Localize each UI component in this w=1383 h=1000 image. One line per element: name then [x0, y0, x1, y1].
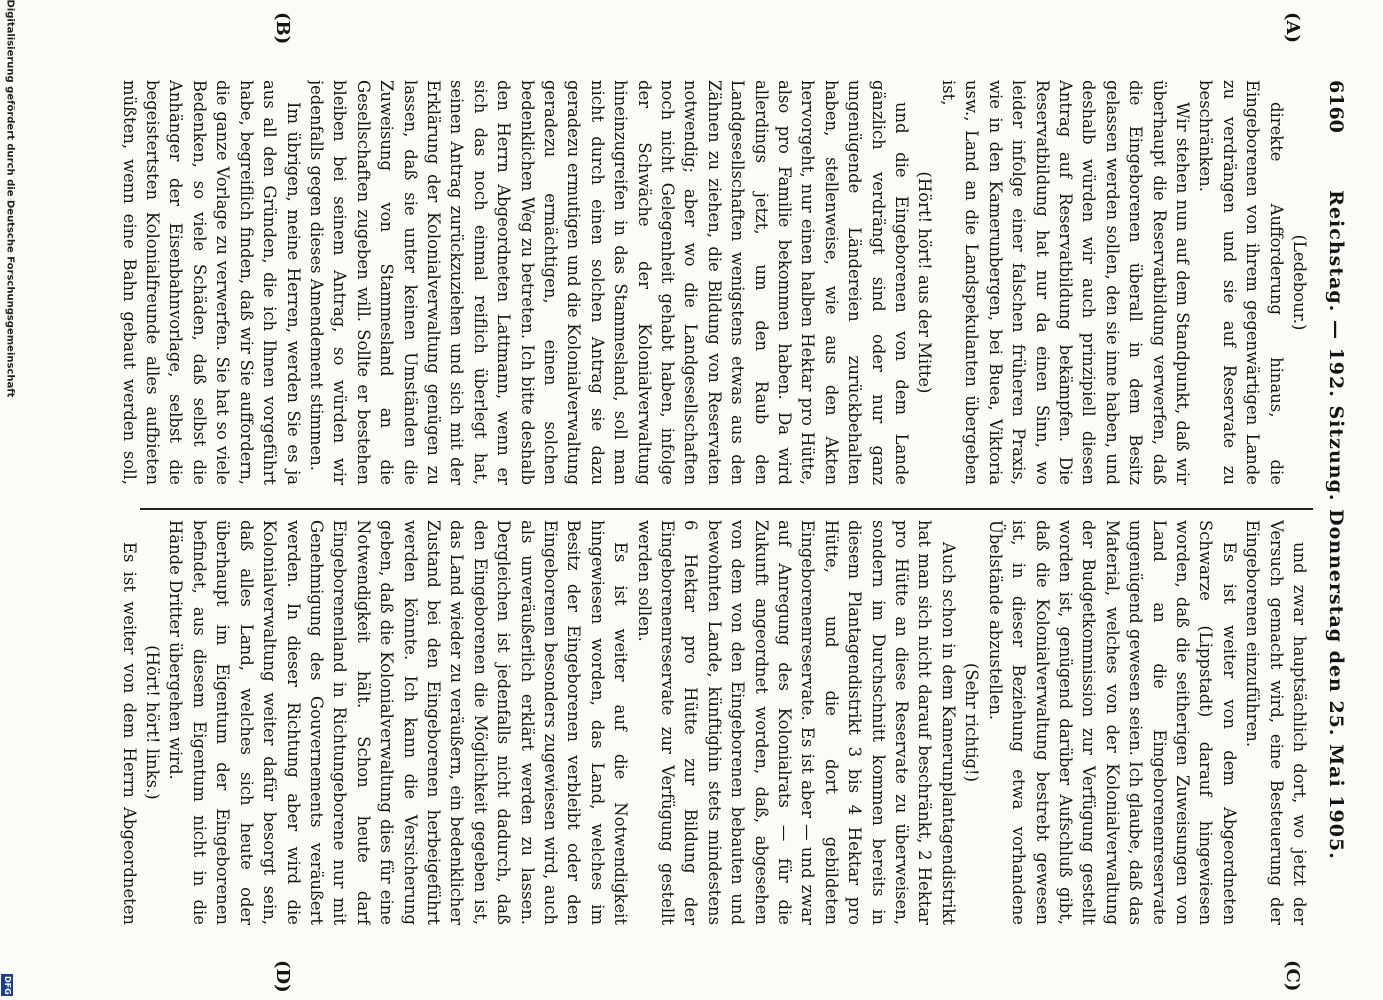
margin-letter-d: (D) [272, 960, 293, 993]
column-divider [140, 508, 1313, 510]
body-paragraph: Es ist weiter von dem Herrn Abgeordneten [120, 542, 139, 925]
margin-letter-b: (B) [272, 12, 293, 45]
credit-text: Digitalisierung gefördert durch die Deutsche Forschungsgemeinschaft [4, 0, 16, 398]
right-column [120, 520, 1311, 925]
page-number: 6160 [1325, 80, 1347, 133]
dfg-logo: DFG [3, 975, 12, 995]
stage-direction: (Hört! hört! aus der Mitte) [915, 171, 935, 394]
margin-letter-c: (C) [1282, 960, 1303, 992]
stage-direction: (Sehr richtig!) [962, 662, 982, 783]
body-paragraph: Im übrigen, meine Herren, werden Sie es ja aus all den Gründen, die ich Ihnen vorgeführt habe, begreiflich finden, daß wir Sie auffordern, die ganze Vorlage zu verwerfen. Sie hat so viele Bedenken, so viele Schäden, daß selbst die Anhänger der Eisenbahnvorlage, selbst die begeistertsten Kolonialfreunde alles aufbieten müßten, wenn eine Bahn gebaut werden soll, [120, 80, 303, 485]
left-column [120, 80, 1311, 485]
stage-direction: (Ledebour.) [1290, 234, 1309, 331]
body-paragraph: Es ist weiter von dem Abgeordneten Schwarze (Lippstadt) darauf hingewiesen worden, daß die seitherigen Zuweisungen von Land an die Eingeborenenreservate ungenügend gewesen seien. Ich glaube, daß das Material, welches von der Kolonialverwaltung der Budgetkommission zur Verfügung gestellt worden ist, genügend darüber Aufschluß gibt, daß die Kolonialverwaltung bestrebt gewesen ist, in dieser Beziehung etwa vorhandene Übelstände abzustellen. [985, 520, 1239, 925]
body-paragraph: Wir stehen nun auf dem Standpunkt, daß wir überhaupt die Reservatbildung verwerfen, daß die Eingeborenen überall in dem Besitz gelassen werden sollen, den sie inne haben, und deshalb würden wir auch prinzipiell diesen Antrag auf Reservatbildung bekämpfen. Die Reservatbildung hat nur da einen Sinn, wo leider infolge einer falschen früheren Praxis, wie in den Kamerunbergen, bei Buea, Viktoria usw., Land an die Landspekulanten übergeben ist, [938, 80, 1192, 485]
running-head: Reichstag. — 192. Sitzung. Donnerstag den 25. Mai 1905. [1325, 190, 1347, 860]
page-header [1317, 80, 1355, 970]
margin-letter-a: (A) [1282, 12, 1303, 43]
body-paragraph: Es ist weiter auf die Notwendigkeit hingewiesen worden, das Land, welches im Besitz der Eingeborenen verbleibt oder den Eingeborenen besonders zugewiesen wird, auch als unveräußerlich erklärt werden zu lassen. Dergleichen ist jedenfalls nicht dadurch, daß den Eingeborenen die Möglichkeit gegeben ist, das Land wieder zu veräußern, ein bedenklicher Zustand bei den Eingeborenen herbeigeführt werden könnte. Ich kann die Versicherung geben, daß die Kolonialverwaltung dies für eine Notwendigkeit hält. Schon heute darf Eingeborenenland in Richtungeborene nur mit Genehmigung des Gouvernements veräußert werden. In dieser Richtung aber wird die Kolonialverwaltung weiter dafür besorgt sein, daß alles Land, welches sich heute oder überhaupt im Eigentum der Eingeborenen befindet, aus diesem Eigentum nicht in die Hände Dritter übergehen wird. [166, 520, 631, 925]
stage-direction: (Hört! hört! links.) [143, 645, 163, 800]
body-paragraph: und zwar hauptsächlich dort, wo jetzt der Versuch gemacht wird, eine Besteuerung der Eingeborenen einzuführen. [1243, 520, 1309, 925]
body-paragraph: direkte Aufforderung hinaus, die Eingeborenen von ihrem gegenwärtigen Lande zu verdrängen und sie auf Reservate zu beschränken. [1196, 80, 1286, 485]
body-paragraph: und die Eingeborenen von dem Lande gänzlich verdrängt sind oder nur ganz ungenügende Ländereien zurückbehalten haben, stellenweise, wie aus den Akten hervorgeht, nur einen halben Hektar pro Hütte, also pro Familie bekommen haben. Da wird allerdings jetzt, um den Raub den Landgesellschaften wenigstens etwas aus den Zähnen zu ziehen, die Bildung von Reservaten notwendig; aber wo die Landgesellschaften noch nicht Gelegenheit gehabt haben, infolge der Schwäche der Kolonialverwaltung hineinzugreifen in das Stammesland, soll man nicht durch einen solchen Antrag sie dazu geradezu ermutigen und die Kolonialverwaltung geradezu ermächtigen, einen solchen bedenklichen Weg zu betreten. Ich bitte deshalb den Herrn Abgeordneten Lattmann, wenn er sich das noch einmal reiflich überlegt hat, seinen Antrag zurückzuziehen und sich mit der Erklärung der Kolonialverwaltung genügen zu lassen, daß sie unter keinen Umständen die Zuweisung von Stammesland an die Gesellschaften zugeben will. Sollte er bestehen bleiben bei seinem Antrag, so würden wir jedenfalls gegen dieses Amendement stimmen. [306, 80, 912, 485]
body-paragraph: Auch schon in dem Kamerunplantagendistrikt hat man sich nicht darauf beschränkt, 2 Hektar pro Hütte an diese Reservate zu überweisen, sondern im Durchschnitt kommen bereits in diesem Plantagendistrikt 3 bis 4 Hektar pro Hütte, und die dort gebildeten Eingeborenenreservate. Es ist aber — und zwar auf Anregung des Kolonialrats — für die Zukunft angeordnet worden, daß, abgesehen von dem von den Eingeborenen bebauten und bewohnten Lande, künftighin stets mindestens 6 Hektar pro Hütte zur Bildung der Eingeborenenreservate zur Verfügung gestellt werden sollen. [634, 520, 958, 925]
